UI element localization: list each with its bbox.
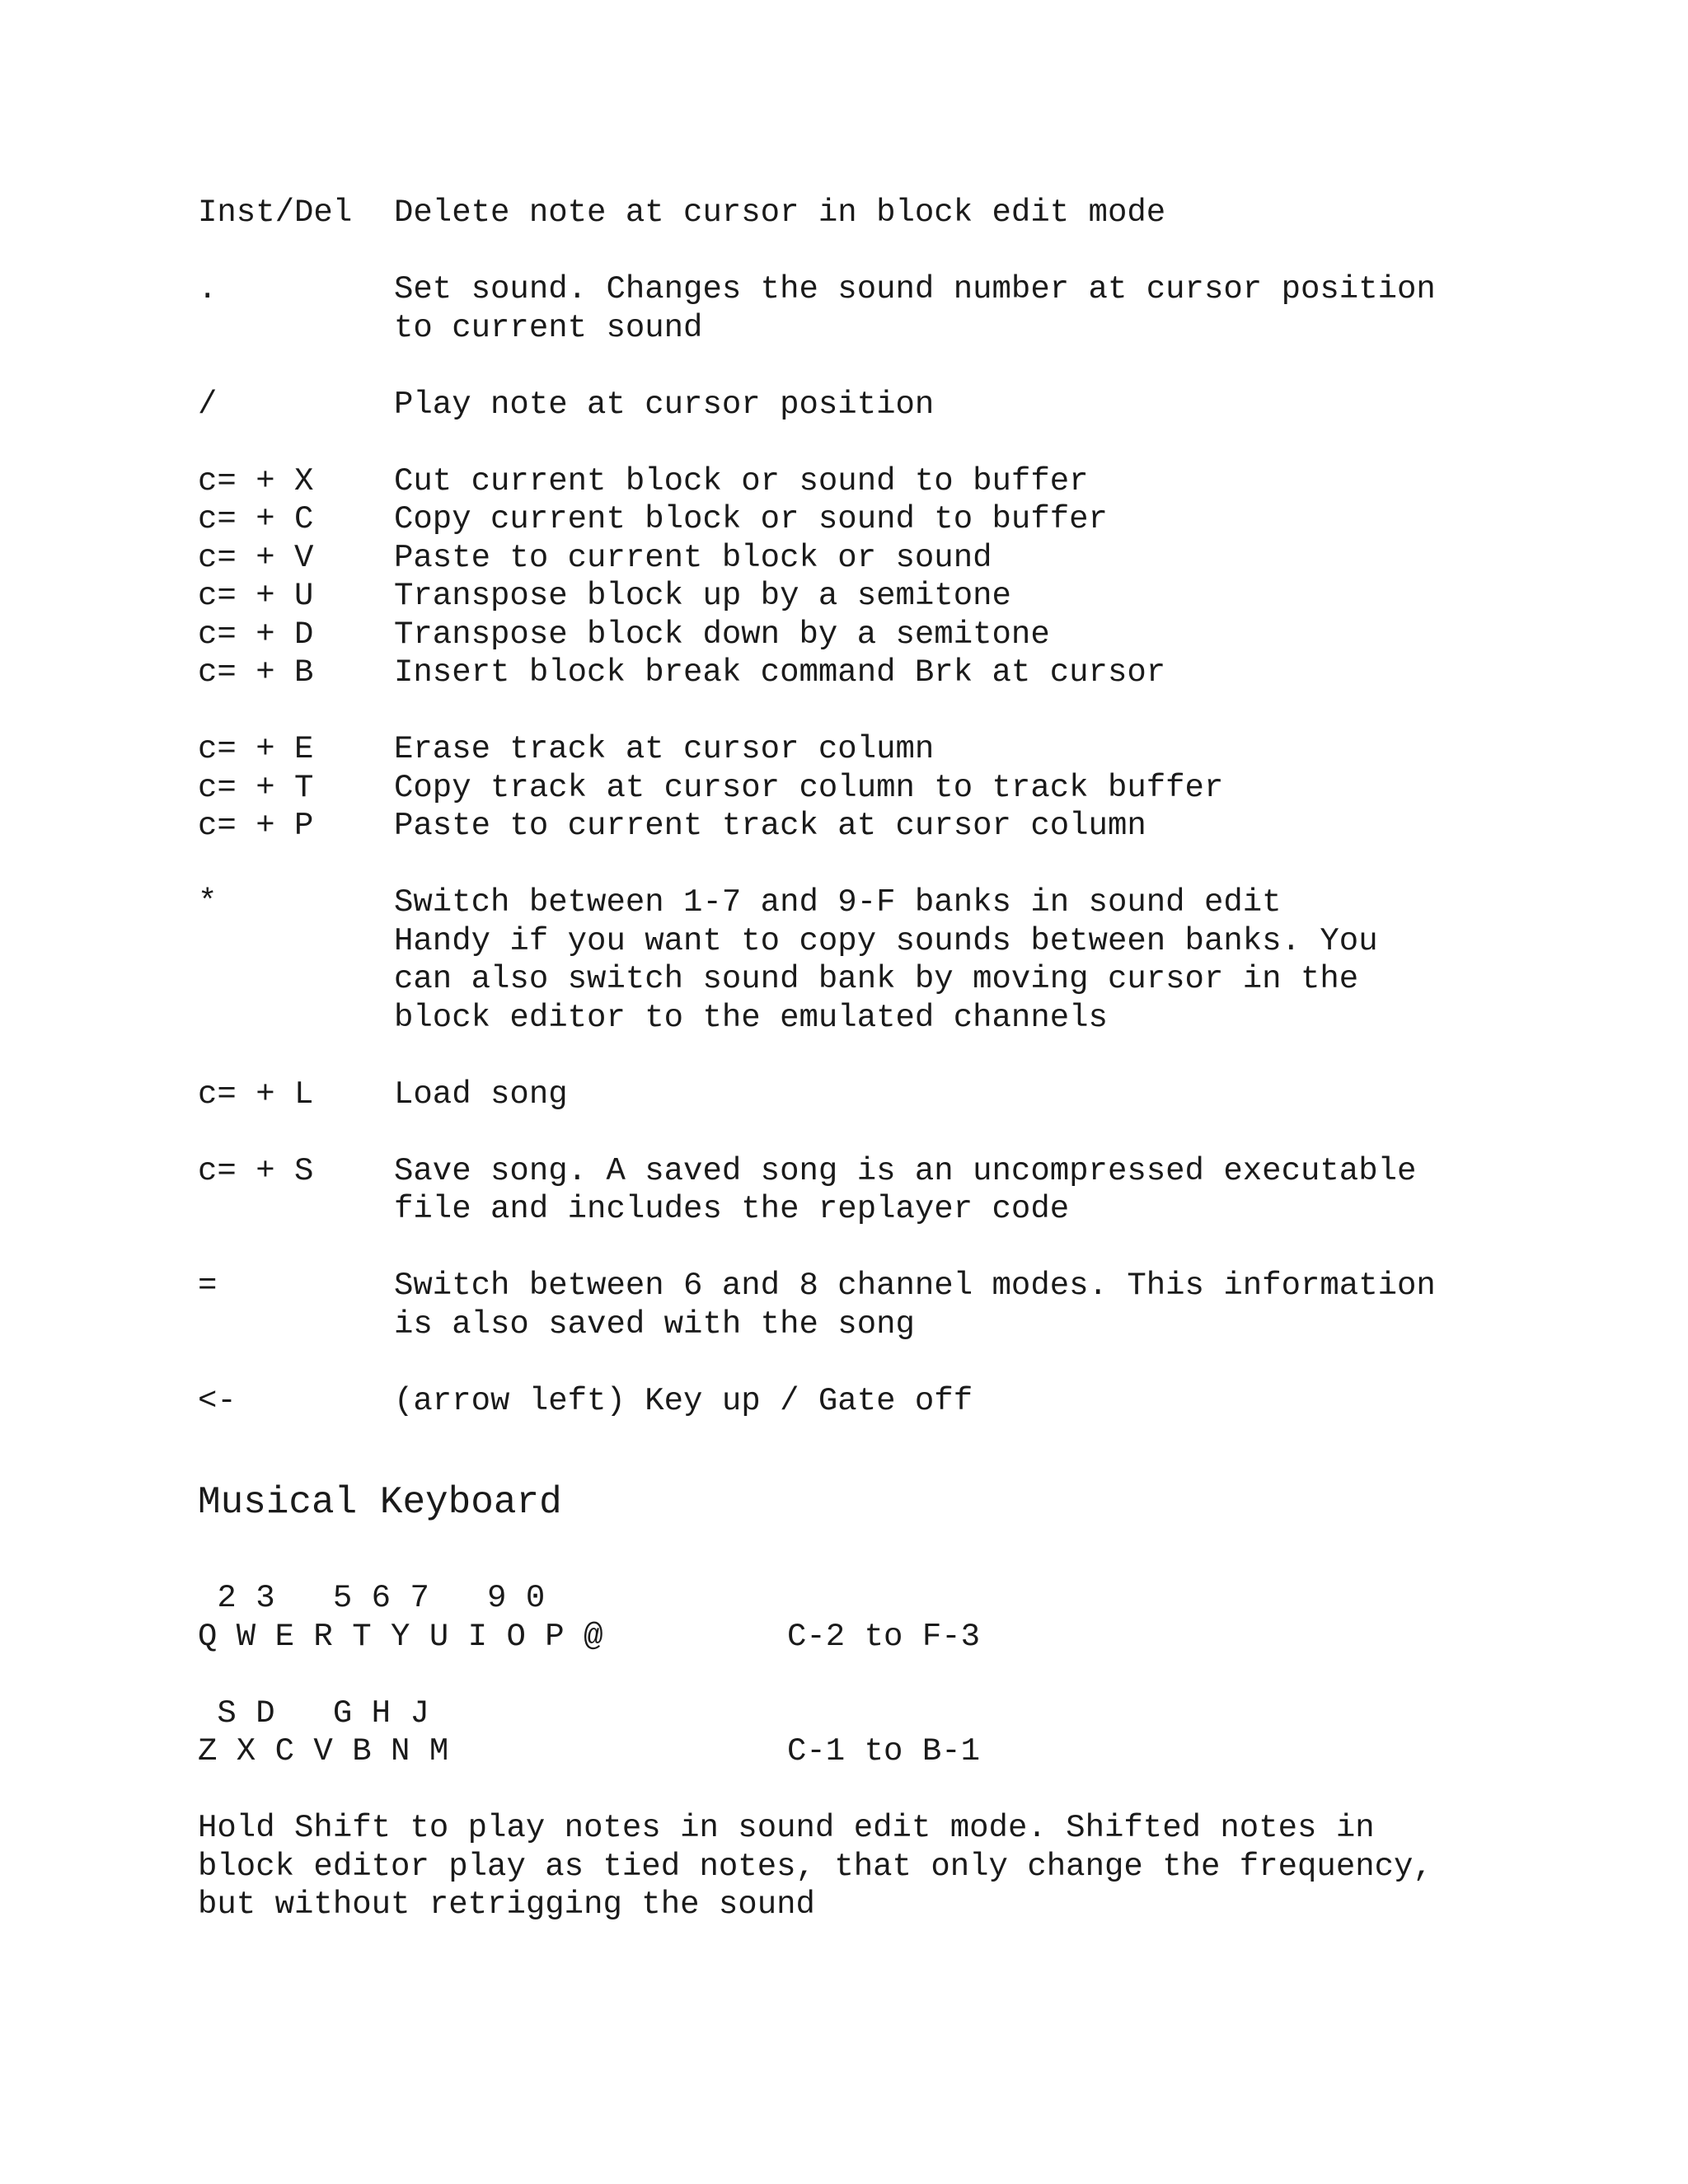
block-shortcuts-group bbox=[198, 462, 1517, 692]
document-page bbox=[198, 194, 1517, 1924]
shortcut-row bbox=[198, 807, 1517, 846]
note-range: C-2 to F-3 bbox=[787, 1618, 981, 1655]
shortcut-description: Insert block break command Brk at cursor bbox=[394, 654, 1166, 691]
shortcut-row bbox=[198, 730, 1517, 769]
shortcut-load-song bbox=[198, 1076, 1517, 1114]
shortcut-description: Paste to current track at cursor column bbox=[394, 808, 1146, 844]
shortcut-description: Switch between 6 and 8 channel modes. This information is also saved with the song bbox=[394, 1268, 1436, 1343]
shortcut-row bbox=[198, 462, 1517, 501]
shortcut-description: Delete note at cursor in block edit mode bbox=[394, 194, 1166, 231]
shortcut-key: c= + P bbox=[198, 808, 314, 844]
black-keys-label: S D G H J bbox=[198, 1694, 429, 1732]
shortcut-save-song bbox=[198, 1152, 1517, 1229]
shortcut-equals bbox=[198, 1267, 1517, 1343]
shortcut-description: (arrow left) Key up / Gate off bbox=[394, 1382, 973, 1419]
keyboard-black-keys bbox=[198, 1694, 1517, 1733]
shortcut-description: Cut current block or sound to buffer bbox=[394, 462, 1089, 499]
shortcut-row bbox=[198, 769, 1517, 808]
shortcut-period bbox=[198, 270, 1517, 347]
shortcut-key: . bbox=[198, 271, 218, 307]
note-range: C-1 to B-1 bbox=[787, 1733, 981, 1769]
keyboard-lower-octave bbox=[198, 1694, 1517, 1771]
shortcut-description: Transpose block up by a semitone bbox=[394, 578, 1011, 614]
section-heading: Musical Keyboard bbox=[198, 1481, 562, 1524]
shortcut-key: c= + B bbox=[198, 654, 314, 691]
shortcut-key: c= + D bbox=[198, 616, 314, 653]
shortcut-row bbox=[198, 539, 1517, 578]
shortcut-key: c= + U bbox=[198, 578, 314, 614]
shortcut-description: Switch between 1-7 and 9-F banks in sound edit Handy if you want to copy sounds between banks. You can also switch sound bank by moving cursor in the block editor to the emulated channels bbox=[394, 884, 1378, 1036]
shortcut-key: c= + X bbox=[198, 462, 314, 499]
shortcut-row bbox=[198, 577, 1517, 616]
shortcut-key: Inst/Del bbox=[198, 194, 353, 231]
track-shortcuts-group bbox=[198, 730, 1517, 846]
shortcut-key: c= + S bbox=[198, 1152, 314, 1189]
shortcut-key: c= + E bbox=[198, 731, 314, 767]
shortcut-description: Play note at cursor position bbox=[394, 386, 935, 423]
shortcut-key: c= + L bbox=[198, 1076, 314, 1113]
keyboard-white-keys bbox=[198, 1732, 1517, 1771]
white-keys-label: Z X C V B N M bbox=[198, 1733, 449, 1769]
shortcut-key: c= + V bbox=[198, 539, 314, 576]
footer-paragraph: Hold Shift to play notes in sound edit mode. Shifted notes in block editor play as tied notes, that only change the frequency, but without retrigging the sound bbox=[198, 1810, 1432, 1923]
shortcut-key: / bbox=[198, 386, 218, 423]
shortcut-description: Set sound. Changes the sound number at cursor position to current sound bbox=[394, 271, 1436, 346]
keyboard-black-keys bbox=[198, 1579, 1517, 1618]
white-keys-label: Q W E R T Y U I O P @ bbox=[198, 1618, 603, 1655]
shortcut-row bbox=[198, 654, 1517, 692]
shortcut-key: c= + T bbox=[198, 769, 314, 806]
keyboard-upper-octave bbox=[198, 1579, 1517, 1656]
shortcut-description: Erase track at cursor column bbox=[394, 731, 935, 767]
shortcut-description: Paste to current block or sound bbox=[394, 539, 992, 576]
shortcut-key: c= + C bbox=[198, 501, 314, 537]
shortcut-key: * bbox=[198, 884, 218, 921]
shortcut-arrow-left bbox=[198, 1382, 1517, 1421]
black-keys-label: 2 3 5 6 7 9 0 bbox=[198, 1580, 546, 1616]
shortcut-description: Load song bbox=[394, 1076, 568, 1113]
shortcut-description: Save song. A saved song is an uncompressed executable file and includes the replayer code bbox=[394, 1152, 1417, 1227]
shortcut-asterisk bbox=[198, 883, 1517, 1037]
keyboard-white-keys bbox=[198, 1618, 1517, 1657]
shortcut-description: Transpose block down by a semitone bbox=[394, 616, 1050, 653]
shortcut-row bbox=[198, 616, 1517, 654]
shortcut-description: Copy current block or sound to buffer bbox=[394, 501, 1108, 537]
shortcut-slash bbox=[198, 386, 1517, 424]
shortcut-description: Copy track at cursor column to track buffer bbox=[394, 769, 1224, 806]
shortcut-key: <- bbox=[198, 1382, 237, 1419]
shortcut-inst-del bbox=[198, 194, 1517, 232]
shortcut-key: = bbox=[198, 1268, 218, 1304]
shortcut-row bbox=[198, 500, 1517, 539]
